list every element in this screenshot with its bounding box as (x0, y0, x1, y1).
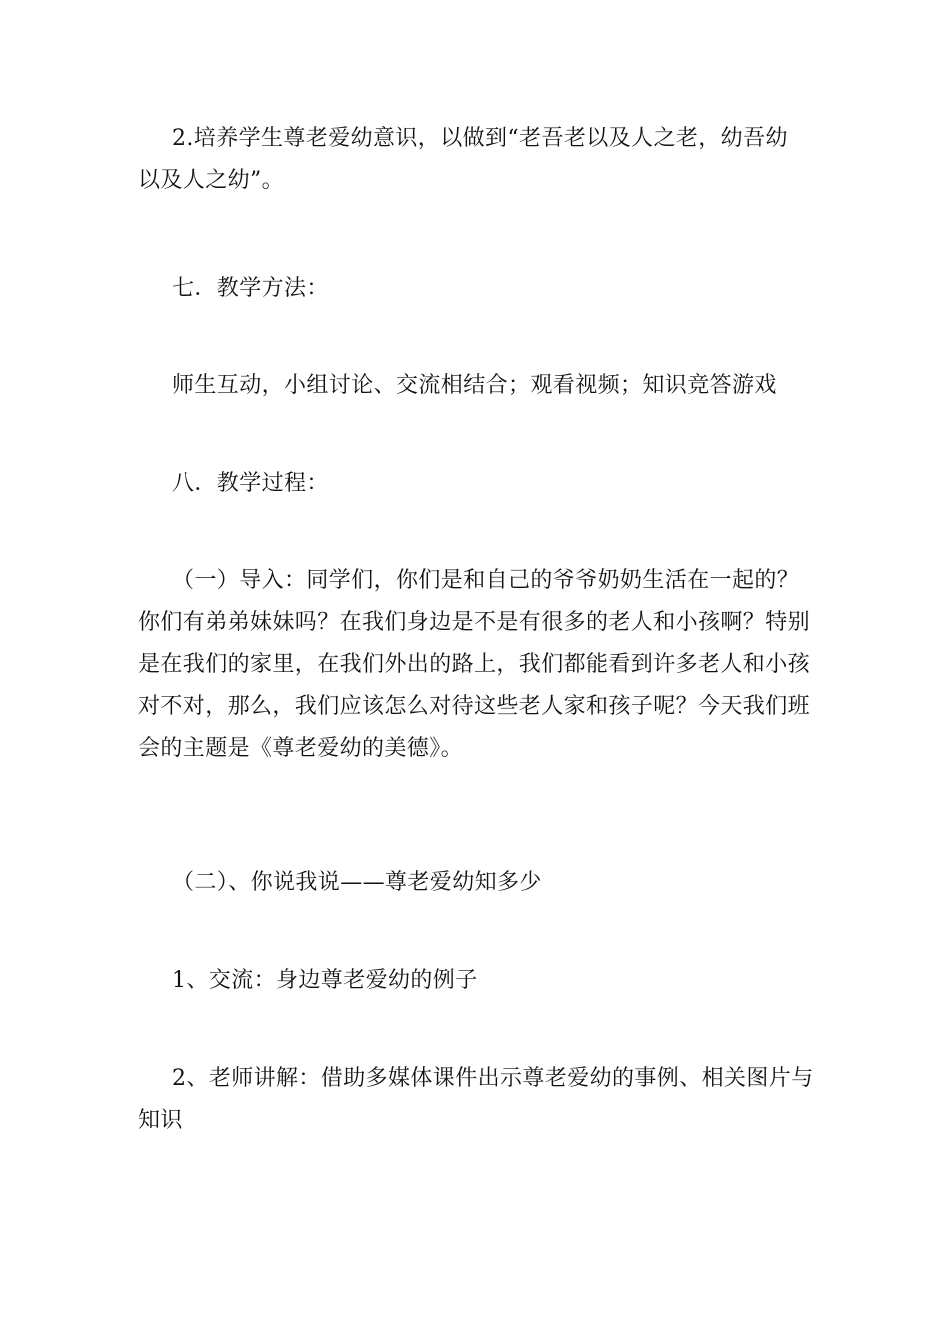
paragraph-introduction (138, 560, 814, 770)
text-line: 1、交流：身边尊老爱幼的例子 (172, 968, 478, 993)
text-line: 师生互动，小组讨论、交流相结合；观看视频；知识竞答游戏 (172, 373, 777, 398)
text-line: 是在我们的家里，在我们外出的路上，我们都能看到许多老人和小孩 (138, 652, 811, 677)
paragraph-teaching-methods (138, 365, 814, 407)
section-heading-teaching-process (138, 463, 814, 505)
text-line: 知识 (138, 1108, 183, 1133)
text-line: 对不对，那么，我们应该怎么对待这些老人家和孩子呢？今天我们班 (138, 694, 811, 719)
paragraph-teacher-explanation (138, 1058, 814, 1142)
text-line: （一）导入：同学们，你们是和自己的爷爷奶奶生活在一起的？ (172, 568, 800, 593)
text-line: 2、老师讲解：借助多媒体课件出示尊老爱幼的事例、相关图片与 (172, 1066, 814, 1091)
paragraph-exchange (138, 960, 814, 1002)
section-heading-teaching-methods (138, 268, 814, 310)
text-line: 2.培养学生尊老爱幼意识，以做到“老吾老以及人之老，幼吾幼 (172, 126, 788, 151)
heading-text: 七．教学方法： (172, 276, 329, 301)
heading-text: 八．教学过程： (172, 471, 329, 496)
text-line: 以及人之幼”。 (138, 168, 285, 193)
section-heading-discussion (138, 862, 814, 904)
paragraph-goal-2 (138, 118, 814, 202)
text-line: 会的主题是《尊老爱幼的美德》。 (138, 736, 464, 761)
text-line: 你们有弟弟妹妹吗？在我们身边是不是有很多的老人和小孩啊？特别 (138, 610, 811, 635)
heading-text: （二）、你说我说——尊老爱幼知多少 (172, 870, 542, 895)
